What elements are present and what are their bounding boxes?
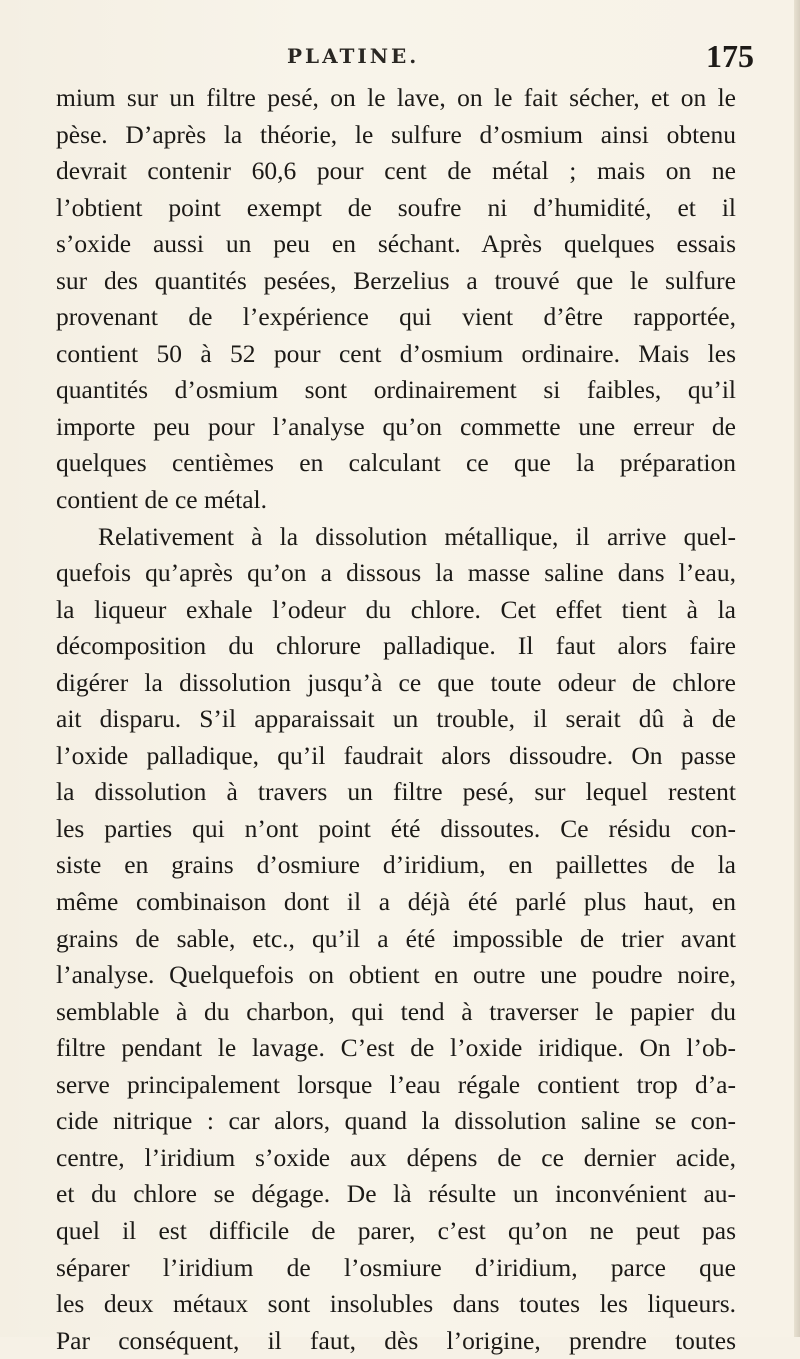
text-line: la liqueur exhale l’odeur du chlore. Cet effet tient à la <box>56 594 736 624</box>
text-line: les parties qui n’ont point été dissoutes. Ce résidu con- <box>56 813 736 843</box>
page-edge <box>794 0 800 1337</box>
text-line: pèse. D’après la théorie, le sulfure d’osmium ainsi obtenu <box>56 119 736 149</box>
text-line: serve principalement lorsque l’eau régale contient trop d’a- <box>56 1069 736 1099</box>
text-line: digérer la dissolution jusqu’à ce que toute odeur de chlore <box>56 667 736 697</box>
text-line: semblable à du charbon, qui tend à traverser le papier du <box>56 996 736 1026</box>
text-line: quantités d’osmium sont ordinairement si faibles, qu’il <box>56 375 736 405</box>
text-line: grains de sable, etc., qu’il a été impossible de trier avant <box>56 923 736 953</box>
text-line: ait disparu. S’il apparaissait un trouble, il serait dû à de <box>56 704 736 734</box>
text-line: contient de ce métal. <box>56 485 267 515</box>
paragraph-start-line: Relativement à la dissolution métallique, il arrive quel- <box>98 521 736 551</box>
text-line: filtre pendant le lavage. C’est de l’oxide iridique. On l’ob- <box>56 1033 736 1063</box>
text-line: devrait contenir 60,6 pour cent de métal ; mais on ne <box>56 156 736 186</box>
body-text <box>56 80 736 1359</box>
page-header <box>0 38 800 84</box>
text-line: quel il est difficile de parer, c’est qu’on ne peut pas <box>56 1215 736 1245</box>
text-line: provenant de l’expérience qui vient d’être rapportée, <box>56 302 736 332</box>
page-number: 175 <box>706 38 754 74</box>
text-line: l’analyse. Quelquefois on obtient en outre une poudre noire, <box>56 960 736 990</box>
text-line: centre, l’iridium s’oxide aux dépens de ce dernier acide, <box>56 1142 736 1172</box>
text-line: séparer l’iridium de l’osmiure d’iridium, parce que <box>56 1252 736 1282</box>
text-line: l’oxide palladique, qu’il faudrait alors dissoudre. On passe <box>56 740 736 770</box>
text-line: quelques centièmes en calculant ce que la préparation <box>56 448 736 478</box>
text-line: s’oxide aussi un peu en séchant. Après quelques essais <box>56 229 736 259</box>
text-line: mium sur un filtre pesé, on le lave, on le fait sécher, et on le <box>56 83 736 112</box>
text-line: même combinaison dont il a déjà été parlé plus haut, en <box>56 887 736 917</box>
text-line: siste en grains d’osmiure d’iridium, en paillettes de la <box>56 850 736 880</box>
text-line: Par conséquent, il faut, dès l’origine, prendre toutes <box>56 1325 736 1355</box>
text-line: et du chlore se dégage. De là résulte un inconvénient au- <box>56 1179 736 1209</box>
text-line: cide nitrique : car alors, quand la dissolution saline se con- <box>56 1106 736 1136</box>
text-line: contient 50 à 52 pour cent d’osmium ordinaire. Mais les <box>56 338 736 368</box>
text-line: sur des quantités pesées, Berzelius a trouvé que le sulfure <box>56 265 736 295</box>
text-line: l’obtient point exempt de soufre ni d’humidité, et il <box>56 192 736 222</box>
text-line: importe peu pour l’analyse qu’on commette une erreur de <box>56 411 736 441</box>
text-line: les deux métaux sont insolubles dans toutes les liqueurs. <box>56 1289 736 1319</box>
text-line: la dissolution à travers un filtre pesé, sur lequel restent <box>56 777 736 807</box>
text-line: quefois qu’après qu’on a dissous la masse saline dans l’eau, <box>56 558 736 588</box>
text-line: décomposition du chlorure palladique. Il faut alors faire <box>56 631 736 661</box>
running-title: PLATINE. <box>287 44 420 68</box>
